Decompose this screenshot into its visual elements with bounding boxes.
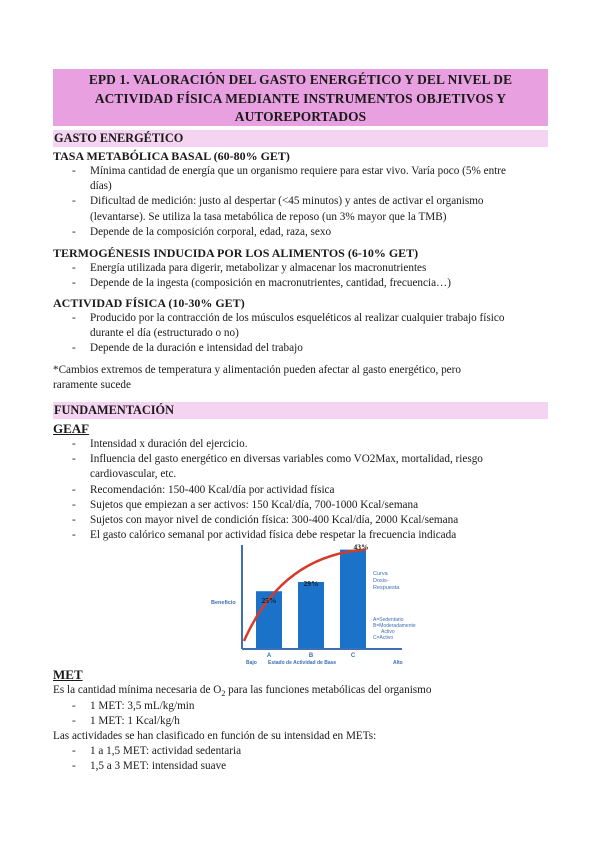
list-actividad (53, 311, 548, 357)
list-item: - Energía utilizada para digerir, metabolizar y almacenar los macronutrientes (53, 261, 548, 276)
x-low-label: Bajo (246, 660, 257, 666)
chart-svg (208, 541, 443, 666)
list-item: - 1 MET: 1 Kcal/kg/h (53, 714, 548, 729)
x-axis-label: Estado de Actividad de Base (268, 660, 337, 666)
list-geaf (53, 437, 548, 543)
data-label: 25% (261, 596, 277, 606)
legend-entry: C=Activo (373, 635, 394, 641)
title-line-1: EPD 1. VALORACIÓN DEL GASTO ENERGÉTICO Y DEL NIVEL DE (88, 72, 513, 87)
subheading-termogenesis: TERMOGÉNESIS INDUCIDA POR LOS ALIMENTOS (6-10% GET) (53, 246, 419, 260)
subheading-geaf: GEAF (53, 421, 90, 436)
tick-label: C (350, 653, 356, 659)
met-classification: Las actividades se han clasificado en función de su intensidad en METs: (53, 730, 377, 742)
list-item: - Depende de la ingesta (composición en macronutrientes, cantidad, frecuencia…) (53, 276, 548, 291)
list-item: - Depende de la duración e intensidad del trabajo (53, 341, 548, 356)
list-met (53, 699, 548, 729)
list-item: - Sujetos con mayor nivel de condición física: 300-400 Kcal/día, 2000 Kcal/semana (53, 513, 548, 528)
list-item: - Recomendación: 150-400 Kcal/día por actividad física (53, 483, 548, 498)
list-item: - Intensidad x duración del ejercicio. (53, 437, 548, 452)
list-item: - 1 MET: 3,5 mL/kg/min (53, 699, 548, 714)
list-item: - 1 a 1,5 MET: actividad sedentaria (53, 744, 548, 759)
tick-label: B (308, 653, 314, 659)
title-line-3: AUTOREPORTADOS (234, 109, 367, 124)
document-page (53, 0, 548, 848)
met-definition: Es la cantidad mínima necesaria de $O_2$ para las funciones metabólicas del organismo (53, 684, 432, 699)
subheading-met: MET (53, 667, 83, 682)
curve-label-line-3: Respuesta (373, 585, 400, 591)
y-axis-label: Beneficio (211, 600, 236, 606)
note-paragraph: *Cambios extremos de temperatura y alimentación pueden afectar al gasto energético, pero raramente sucede (53, 364, 461, 392)
list-item: - Dificultad de medición: justo al despertar (<45 minutos) y antes de activar el organismo (levantarse). Se utiliza la tasa metabólica de reposo (un 3% mayor que la TMB) (53, 194, 548, 224)
legend-entry: B=Moderadamente (373, 623, 416, 629)
subheading-actividad: ACTIVIDAD FÍSICA (10-30% GET) (53, 296, 245, 310)
x-high-label: Alto (393, 660, 403, 666)
legend-entry: Activo (381, 629, 395, 635)
list-met-levels (53, 744, 548, 774)
data-label: 29% (303, 578, 319, 588)
list-item: - El gasto calórico semanal por actividad física debe respetar la frecuencia indicada (53, 528, 548, 543)
section-heading-gasto: GASTO ENERGÉTICO (53, 130, 548, 147)
section-heading-fundamentacion: FUNDAMENTACIÓN (53, 402, 548, 419)
list-tmb (53, 164, 548, 240)
tick-label: A (266, 653, 272, 659)
title-line-2: ACTIVIDAD FÍSICA MEDIANTE INSTRUMENTOS OBJETIVOS Y (94, 90, 507, 106)
legend-entry: A=Sedentario (373, 617, 404, 623)
data-label: 43% (353, 542, 369, 552)
dose-response-chart (208, 541, 443, 666)
document-title (53, 69, 548, 126)
curve-label-line-2: Dosis- (373, 578, 389, 584)
list-item: - Producido por la contracción de los músculos esqueléticos al realizar cualquier trabajo físico durante el día (estructurado o no) (53, 311, 548, 341)
curve-label-line-1: Curva (373, 571, 388, 577)
list-item: - Influencia del gasto energético en diversas variables como VO2Max, mortalidad, riesgo cardiovascular, etc. (53, 452, 548, 482)
list-item: - Sujetos que empiezan a ser activos: 150 Kcal/día, 700-1000 Kcal/semana (53, 498, 548, 513)
bar-C (340, 550, 366, 649)
list-item: - Mínima cantidad de energía que un organismo requiere para estar vivo. Varía poco (5% entre días) (53, 164, 548, 194)
bar-B (298, 582, 324, 649)
list-item: - 1,5 a 3 MET: intensidad suave (53, 759, 548, 774)
list-item: - Depende de la composición corporal, edad, raza, sexo (53, 225, 548, 240)
list-termogenesis (53, 261, 548, 291)
subheading-tmb: TASA METABÓLICA BASAL (60-80% GET) (53, 149, 290, 163)
